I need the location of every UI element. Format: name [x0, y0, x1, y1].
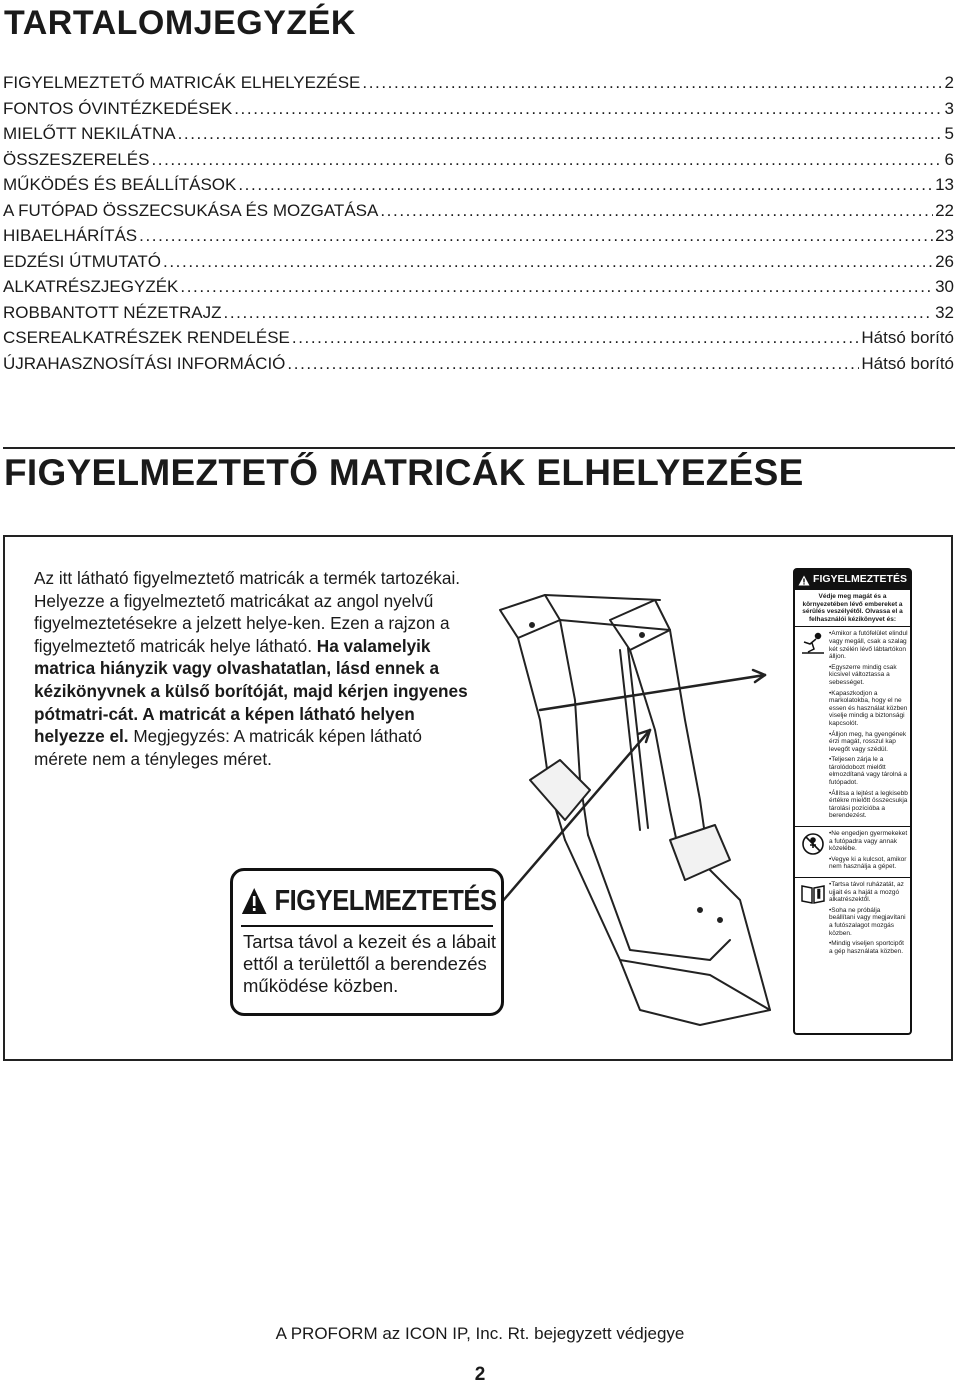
treadmill-illustration — [470, 580, 800, 1040]
toc-entry-page: 32 — [935, 302, 954, 322]
toc-entry-title: ÖSSZESZERELÉS — [3, 149, 150, 169]
toc-leader — [238, 175, 933, 195]
toc-entry-title: FIGYELMEZTETŐ MATRICÁK ELHELYEZÉSE — [3, 73, 361, 92]
warning-decal-large — [230, 868, 504, 1016]
toc-entry-title: FONTOS ÓVINTÉZKEDÉSEK — [3, 98, 233, 118]
toc-entry[interactable] — [3, 73, 954, 99]
toc-entry-title: CSEREALKATRÉSZEK RENDELÉSE — [3, 328, 290, 347]
toc-entry-page: 23 — [935, 226, 954, 245]
warning-triangle-icon — [798, 575, 810, 586]
toc-entry-page: 30 — [935, 277, 954, 296]
warning-decal-small — [793, 568, 912, 1035]
toc-entry-title: ROBBANTOTT NÉZETRAJZ — [3, 302, 222, 322]
toc-leader — [234, 99, 942, 119]
small-warning-item: •Vegye ki a kulcsot, amikor nem használja a gépet. — [829, 855, 907, 871]
toc-entry-page: 5 — [944, 124, 954, 143]
toc-leader — [139, 226, 933, 246]
toc-leader — [180, 277, 933, 297]
warning-triangle-icon — [241, 887, 267, 915]
toc-entry[interactable] — [3, 328, 954, 354]
small-warning-item: •Soha ne próbálja beállítani vagy megjavítani a futószalagot mozgás közben. — [829, 906, 906, 937]
small-warning-item: •Állítsa a lejtést a legkisebb értékre mielőtt összecsukja tárolási pozícióba a berendezést. — [829, 789, 908, 820]
toc-entry-page: 22 — [935, 200, 954, 220]
toc-entry-page: 2 — [944, 73, 954, 92]
intro-paragraph — [34, 567, 474, 770]
toc-entry-title: MŰKÖDÉS ÉS BEÁLLÍTÁSOK — [3, 175, 237, 194]
small-warning-block — [795, 878, 910, 961]
toc-entry-page: 6 — [944, 149, 954, 169]
toc-entry[interactable] — [3, 175, 954, 201]
trademark-note: A PROFORM az ICON IP, Inc. Rt. bejegyzett védjegye — [275, 1324, 685, 1343]
small-warning-item: •Amikor a futófelület elindul vagy megáll, csak a szalag két szélén lévő lábtartókon álljon. — [829, 630, 908, 661]
toc-entry[interactable] — [3, 354, 954, 380]
small-warning-item: •Álljon meg, ha gyengének érzi magát, rosszul kap levegőt vagy szédül. — [829, 730, 907, 753]
toc-title: TARTALOMJEGYZÉK — [4, 4, 356, 42]
warning-divider — [241, 925, 493, 927]
toc-leader — [163, 252, 933, 272]
intro-text-bold: Ha valamelyik matrica hiányzik vagy olvashatatlan, lásd ennek a kézikönyvnek a külső borítóját, majd kérjen ingyenes pótmatri-cát. A matricát a képen látható helyen helyezze el. — [34, 635, 468, 747]
toc-entry-page: Hátsó borító — [861, 328, 954, 347]
person-falling-icon — [800, 632, 826, 654]
small-warning-heading: FIGYELMEZTETÉS — [813, 573, 907, 586]
toc-entry[interactable] — [3, 201, 954, 227]
small-warning-lead: Védje meg magát és a környezetében lévő embereket a sérülés veszélyétől. Olvassa el a felhasználói kézikönyvet és: — [795, 590, 910, 627]
toc-leader — [224, 303, 934, 323]
toc-entry[interactable] — [3, 303, 954, 329]
toc-entry[interactable] — [3, 277, 954, 303]
toc-entry-title: ÚJRAHASZNOSÍTÁSI INFORMÁCIÓ — [3, 353, 286, 373]
toc-entry[interactable] — [3, 150, 954, 176]
toc-entry-title: A FUTÓPAD ÖSSZECSUKÁSA ÉS MOZGATÁSA — [3, 200, 379, 220]
toc-leader — [178, 124, 943, 144]
warning-heading: FIGYELMEZTETÉS — [274, 884, 497, 917]
toc-entry-page: 13 — [935, 175, 954, 194]
toc-entry-page: Hátsó borító — [861, 353, 954, 373]
toc-entry[interactable] — [3, 124, 954, 150]
section-divider — [3, 447, 955, 449]
small-warning-item: •Tartsa távol ruházatát, az ujjait és a haját a mozgó alkatrészektől. — [829, 881, 904, 904]
toc-entry-title: MIELŐTT NEKILÁTNA — [3, 124, 176, 143]
toc-entry-page: 3 — [944, 98, 954, 118]
warning-text: Tartsa távol a kezeit és a lábait ettől a területtől a berendezés működése közben. — [243, 931, 496, 996]
toc-leader — [292, 328, 860, 348]
page-number: 2 — [474, 1364, 486, 1385]
child-prohibited-icon — [801, 832, 825, 856]
small-warning-item: •Egyszerre mindig csak kicsivel változtassa a sebességet. — [829, 663, 897, 686]
manual-info-icon — [800, 883, 826, 905]
section-title: FIGYELMEZTETŐ MATRICÁK ELHELYEZÉSE — [4, 452, 804, 493]
toc-entry[interactable] — [3, 226, 954, 252]
small-warning-item: •Mindig viseljen sportcipőt a gép használata közben. — [829, 940, 904, 955]
small-warning-block — [795, 827, 910, 878]
toc-leader — [380, 201, 933, 221]
toc-leader — [362, 73, 942, 93]
toc-entry[interactable] — [3, 252, 954, 278]
toc-leader — [151, 150, 942, 170]
toc-entry-page: 26 — [935, 251, 954, 271]
intro-text-2: Megjegyzés: A matricák képen látható mérete nem a tényleges méret. — [34, 726, 422, 769]
intro-text-1: Az itt látható figyelmeztető matricák a termék tartozékai. Helyezze a figyelmeztető matricákat az angol nyelvű figyelmeztetésekre a jelzett helye-ken. Ezen a rajzon a figyelmeztető matricák helye látható. — [34, 568, 461, 656]
small-warning-item: •Ne engedjen gyermekeket a futópadra vagy annak közelébe. — [829, 830, 908, 853]
small-warning-item: •Kapaszkodjon a markolatokba, hogy el ne essen és használat közben viselje mindig a biztonsági kapcsolót. — [829, 689, 908, 727]
toc-entry[interactable] — [3, 99, 954, 125]
small-warning-item: •Teljesen zárja le a tárolódobozt mielőtt elmozdítaná vagy tárolná a futópadot. — [829, 756, 908, 787]
toc-entry-title: EDZÉSI ÚTMUTATÓ — [3, 251, 162, 271]
small-warning-block — [795, 627, 910, 827]
toc-leader — [287, 354, 859, 374]
toc-list — [3, 73, 954, 379]
toc-entry-title: HIBAELHÁRÍTÁS — [3, 226, 138, 245]
toc-entry-title: ALKATRÉSZJEGYZÉK — [3, 277, 179, 296]
